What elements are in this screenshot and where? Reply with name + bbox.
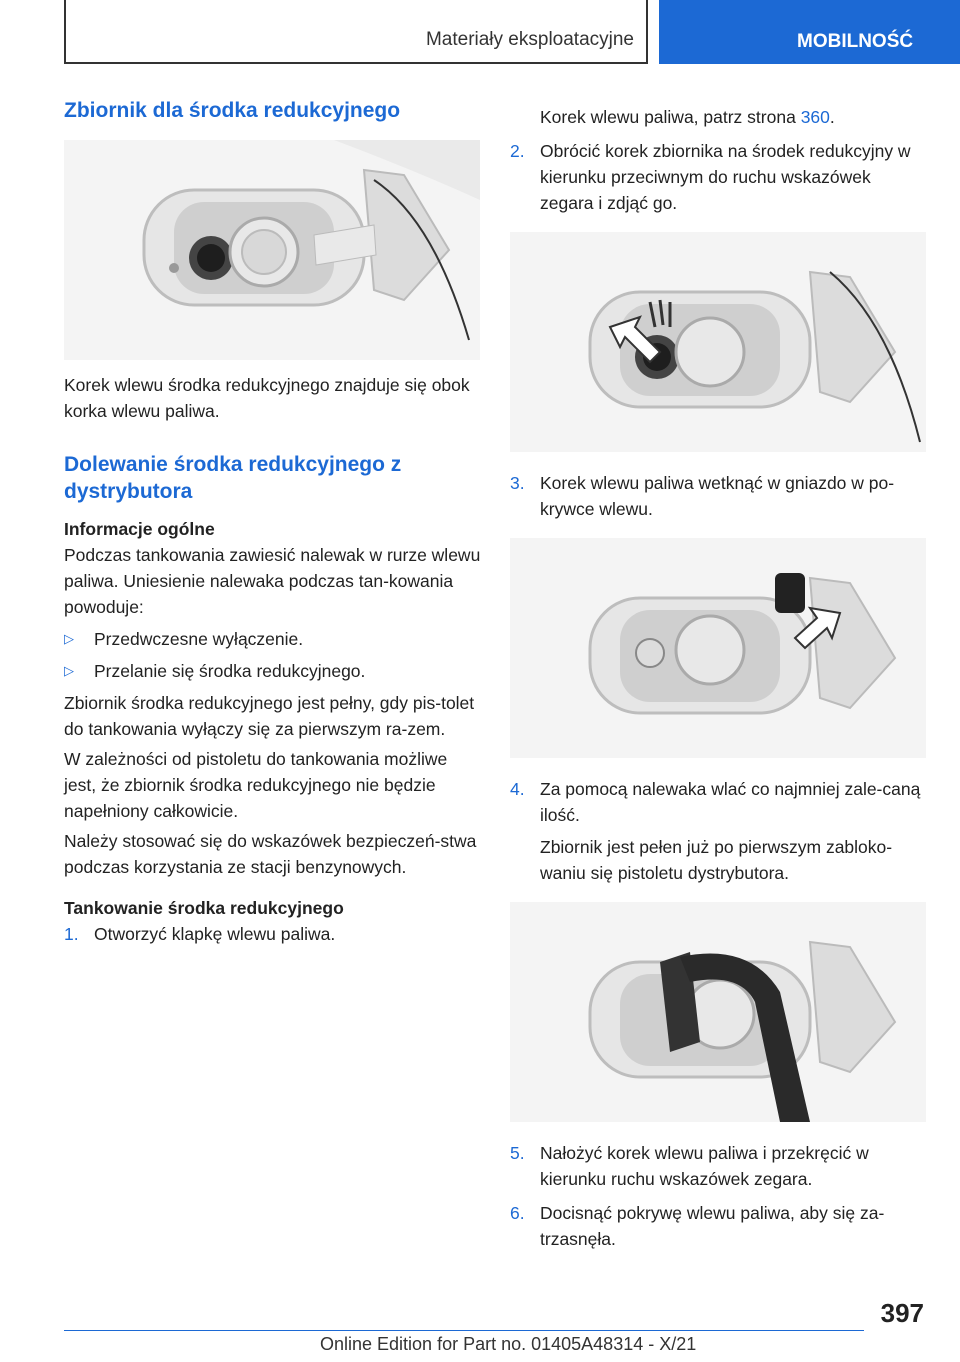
step-number: 1. [64,923,79,944]
page-number: 397 [880,1298,924,1328]
header-section-title: Materiały eksploatacyjne [425,29,634,50]
nozzle-illustration [510,902,926,1122]
right-column [510,104,926,1252]
general-text: Podczas tankowania zawiesić nalewak w rurze wlewu paliwa. Uniesienie nalewaka podczas tan-kowania powoduje: [64,544,481,617]
footer-divider [64,1330,864,1331]
step-text: Korek wlewu paliwa wetknąć w gniazdo w po-krywce wlewu. [540,473,895,519]
step-2 [510,138,926,216]
step-5 [510,1140,926,1192]
triangle-bullet-icon: ▷ [64,630,74,646]
page-link-360[interactable]: 360 [800,107,830,127]
paragraph-full-tank: Zbiornik środka redukcyjnego jest pełny, gdy pis-tolet do tankowania wyłączy się za pierwszym ra-zem. [64,692,475,739]
bullet-text: Przelanie się środka redukcyjnego. [94,660,366,681]
step-number: 3. [510,473,525,493]
cap-removal-illustration [510,232,926,452]
header-chapter-tab[interactable] [659,0,960,64]
section-heading-refill: Dolewanie środka redukcyjnego z dystrybutora [64,453,402,503]
footer-edition: Online Edition for Part no. 01405A48314 - X/21 [320,1334,697,1354]
triangle-bullet-icon: ▷ [64,662,74,678]
step-4-note: Zbiornik jest pełen już po pierwszym zabloko-waniu się pistoletu dystrybutora. [540,837,893,883]
left-column [64,98,484,947]
continuation-end: . [829,107,835,127]
step-text: Docisnąć pokrywę wlewu paliwa, aby się za-trzasnęła. [540,1203,885,1249]
subheading-refuel: Tankowanie środka redukcyjnego [64,897,344,918]
fuel-filler-illustration [64,140,480,360]
step-number: 5. [510,1143,525,1163]
paragraph-safety: Należy stosować się do wskazówek bezpieczeń-stwa podczas korzystania ze stacji benzynowych. [64,830,477,877]
step-text: Za pomocą nalewaka wlać co najmniej zale-caną ilość. [540,779,921,825]
header-section-box [64,0,648,64]
header-chapter-title: MOBILNOŚĆ [797,31,914,52]
cap-placement-illustration [510,538,926,758]
bullet-item [64,626,484,652]
subheading-general: Informacje ogólne [64,518,215,539]
bullet-item [64,658,484,684]
intro-text: Korek wlewu środka redukcyjnego znajduje się obok korka wlewu paliwa. [64,375,470,422]
bullet-text: Przedwczesne wyłączenie. [94,628,304,649]
step-1-continuation [510,104,926,130]
step-6 [510,1200,926,1252]
section-heading-tank: Zbiornik dla środka redukcyjnego [64,99,401,122]
step-4 [510,776,926,828]
step-number: 2. [510,141,525,161]
step-text: Obrócić korek zbiornika na środek redukcyjny w kierunku przeciwnym do ruchu wskazówek zegara i zdjąć go. [540,141,911,213]
paragraph-pistol: W zależności od pistoletu do tankowania możliwe jest, że zbiornik środka redukcyjnego nie będzie napełniony całkowicie. [64,748,448,821]
page-header [64,0,960,66]
continuation-text: Korek wlewu paliwa, patrz strona [540,107,796,127]
step-text: Otworzyć klapkę wlewu paliwa. [94,923,336,944]
step-1 [64,921,484,947]
step-number: 4. [510,779,525,799]
step-text: Nałożyć korek wlewu paliwa i przekręcić w kierunku ruchu wskazówek zegara. [540,1143,869,1189]
step-number: 6. [510,1203,525,1223]
step-3 [510,470,926,522]
